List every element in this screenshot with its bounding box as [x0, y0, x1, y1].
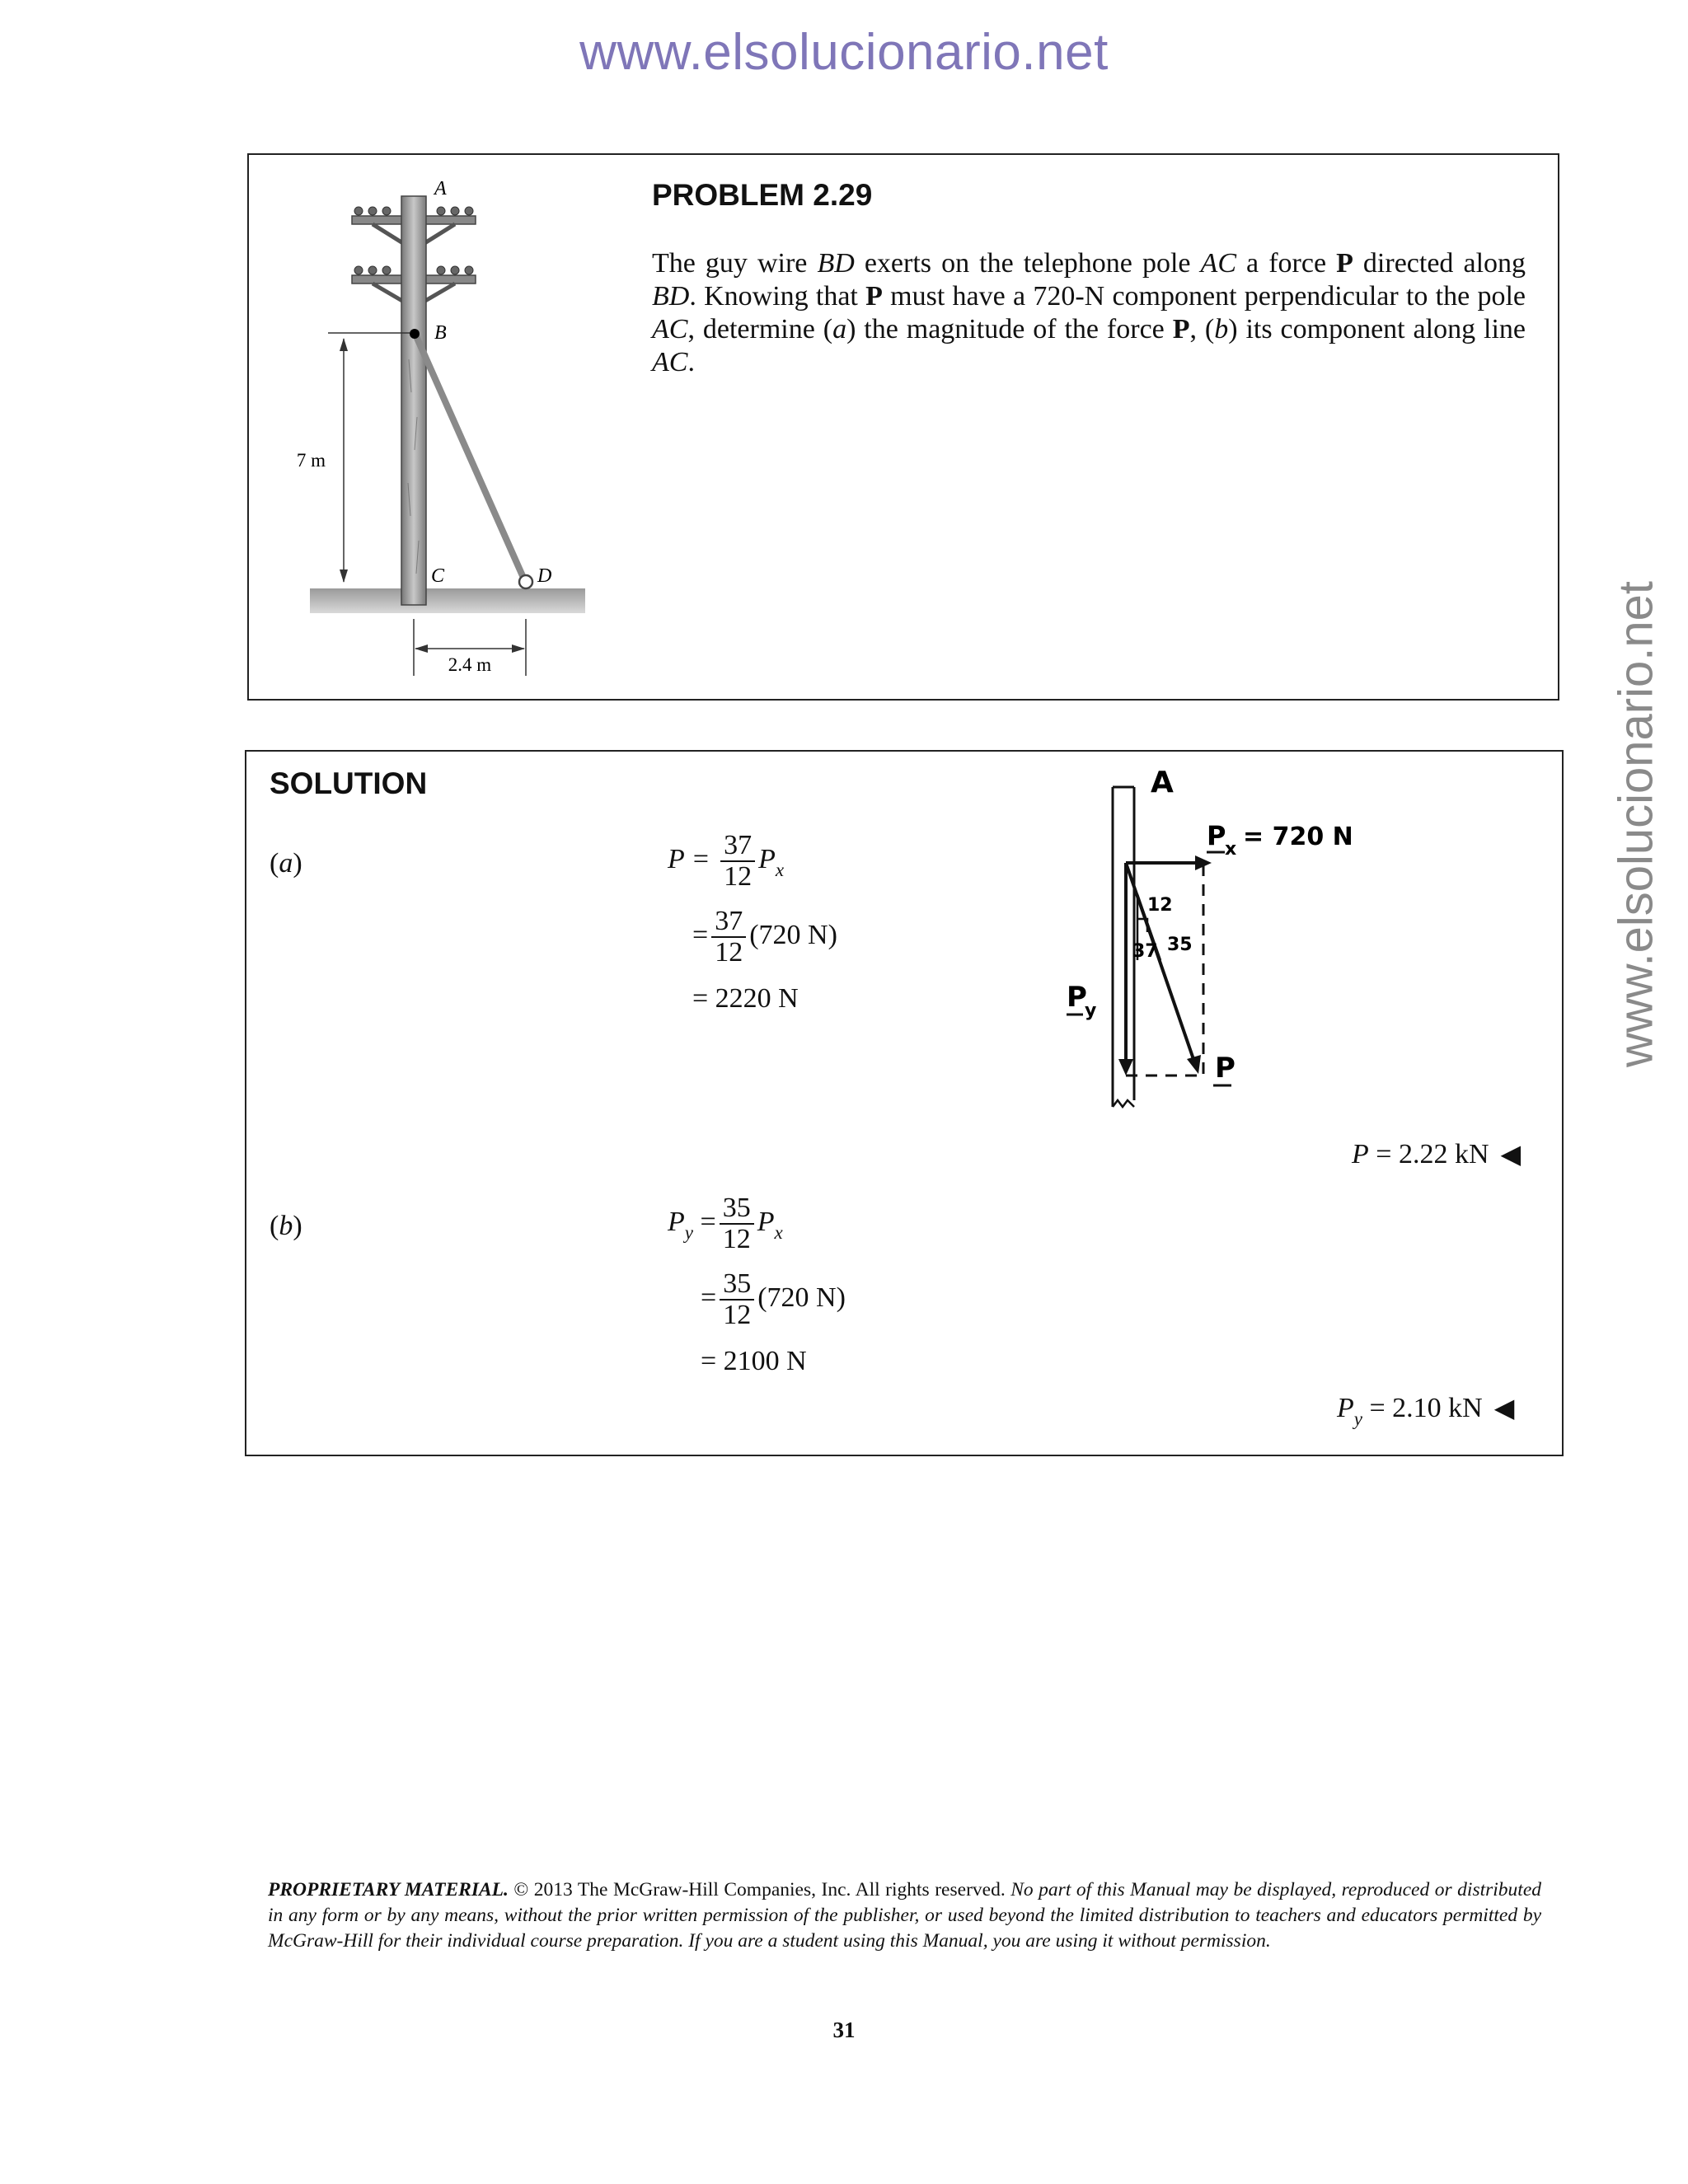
copyright-footer: PROPRIETARY MATERIAL. © 2013 The McGraw-Hill Companies, Inc. All rights reserved. No part of this Manual may be displayed, reproduced or distributed in any form or by any means, without the prior written permission of the publisher, or used beyond the limited distribution to teachers and educators permitted by McGraw-Hill for their individual course preparation. If you are a student using this Manual, you are using it without permission. [268, 1879, 1542, 1952]
page-number: 31 [832, 2018, 856, 2042]
label-C: C [431, 565, 445, 587]
label-B: B [434, 322, 447, 344]
sketch-label-Px-sub: x [1225, 839, 1237, 860]
sketch-label-Px-value: = 720 N [1243, 823, 1353, 851]
sketch-label-A: A [1151, 771, 1174, 799]
answer-marker-icon: ◀ [1493, 1393, 1515, 1422]
guy-wire [416, 336, 523, 578]
pole-figure [247, 153, 659, 697]
problem-statement: The guy wire BD exerts on the telephone pole AC a force P directed along BD. Knowing that P must have a 720-N component perpendicular to the pole AC, determine (a) the magnitude of the force P, (b) its component along line AC. [652, 248, 1526, 377]
force-sketch [1055, 771, 1385, 1117]
watermark-top: www.elsolucionario.net [579, 24, 1109, 81]
part-b-line3: = 2100 N [701, 1346, 807, 1376]
pole [401, 196, 426, 605]
dim-7m-label: 7 m [296, 450, 326, 471]
part-b-line1: $P_y$ = $\frac{35}{12}$ $P_x$ [668, 1193, 783, 1254]
sketch-label-12: 12 [1147, 895, 1173, 916]
part-a-label: (a) [270, 848, 302, 879]
watermark-side: www.elsolucionario.net [1609, 581, 1663, 1067]
part-b-answer: $P_y = 2.10$ kN ◀ [1337, 1393, 1515, 1429]
sketch-label-35: 35 [1167, 935, 1193, 955]
part-a-line3: = 2220 N [692, 983, 799, 1014]
problem-heading: PROBLEM 2.29 [652, 178, 873, 212]
answer-marker-icon: ◀ [1500, 1139, 1522, 1169]
sketch-label-Px: P [1207, 820, 1226, 851]
dim-2.4m-label: 2.4 m [448, 654, 492, 675]
anchor-D [519, 575, 532, 588]
part-b-line2: = $\frac{35}{12}$ (720 N) [701, 1268, 846, 1330]
label-A: A [434, 178, 447, 199]
ground [310, 588, 585, 613]
part-a-line1: P = $\frac{37}{12}$ $P_x$ [668, 830, 785, 892]
solution-heading: SOLUTION [270, 766, 428, 800]
sketch-label-37: 37 [1132, 941, 1158, 962]
part-a-line2: = $\frac{37}{12}$ (720 N) [692, 906, 837, 968]
point-B [410, 329, 420, 339]
label-D: D [537, 565, 552, 587]
sketch-label-Py: P [1067, 981, 1087, 1014]
p-arrow [1126, 863, 1195, 1064]
part-b-label: (b) [270, 1211, 302, 1241]
part-a-answer: P = 2.22 kN ◀ [1352, 1139, 1522, 1169]
sketch-label-Py-sub: y [1085, 1001, 1097, 1021]
sketch-label-P: P [1215, 1052, 1236, 1085]
